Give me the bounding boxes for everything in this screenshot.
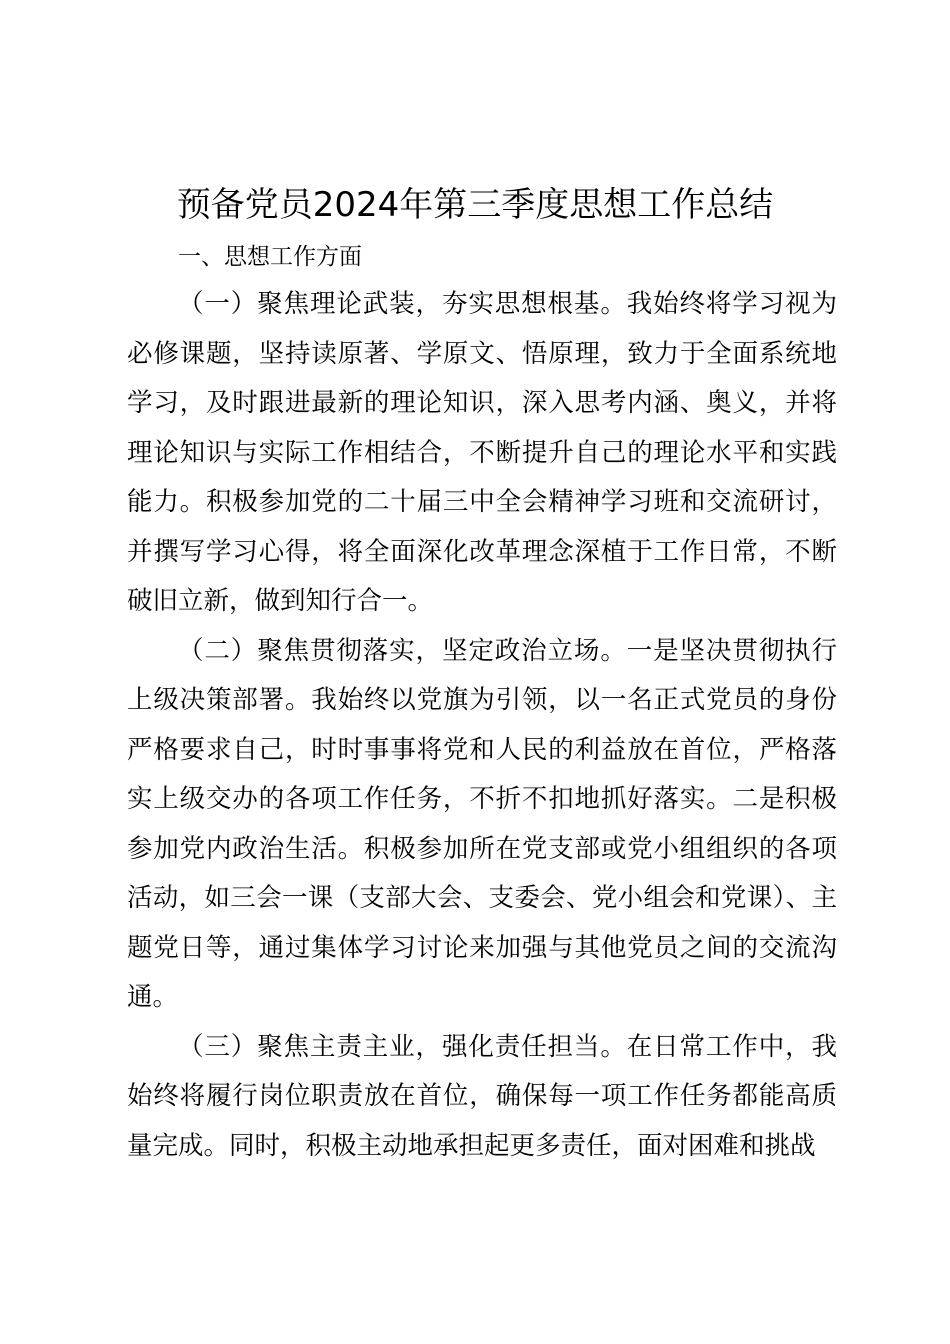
document-title: 预备党员2024年第三季度思想工作总结 (176, 185, 774, 225)
paragraph-2: （二）聚焦贯彻落实，坚定政治立场。一是坚决贯彻执行上级决策部署。我始终以党旗为引领，以一名正式党员的身份严格要求自己，时时事事将党和人民的利益放在首位，严格落实上级交办的各项工作任务，不折不扣地抓好落实。二是积极参加党内政治生活。积极参加所在党支部或党小组组织的各项活动，如三会一课（支部大会、支委会、党小组会和党课）、主题党日等，通过集体学习讨论来加强与其他党员之间的交流沟通。 (127, 635, 837, 1012)
section-heading: 一、思想工作方面 (178, 244, 362, 270)
document-body (127, 280, 837, 1171)
paragraph-3: （三）聚焦主责主业，强化责任担当。在日常工作中，我始终将履行岗位职责放在首位，确保每一项工作任务都能高质量完成。同时，积极主动地承担起更多责任，面对困难和挑战 (127, 1031, 837, 1161)
paragraph-1: （一）聚焦理论武装，夯实思想根基。我始终将学习视为必修课题，坚持读原著、学原文、悟原理，致力于全面系统地学习，及时跟进最新的理论知识，深入思考内涵、奥义，并将理论知识与实际工作相结合，不断提升自己的理论水平和实践能力。积极参加党的二十届三中全会精神学习班和交流研讨，并撰写学习心得，将全面深化改革理念深植于工作日常，不断破旧立新，做到知行合一。 (127, 289, 837, 616)
